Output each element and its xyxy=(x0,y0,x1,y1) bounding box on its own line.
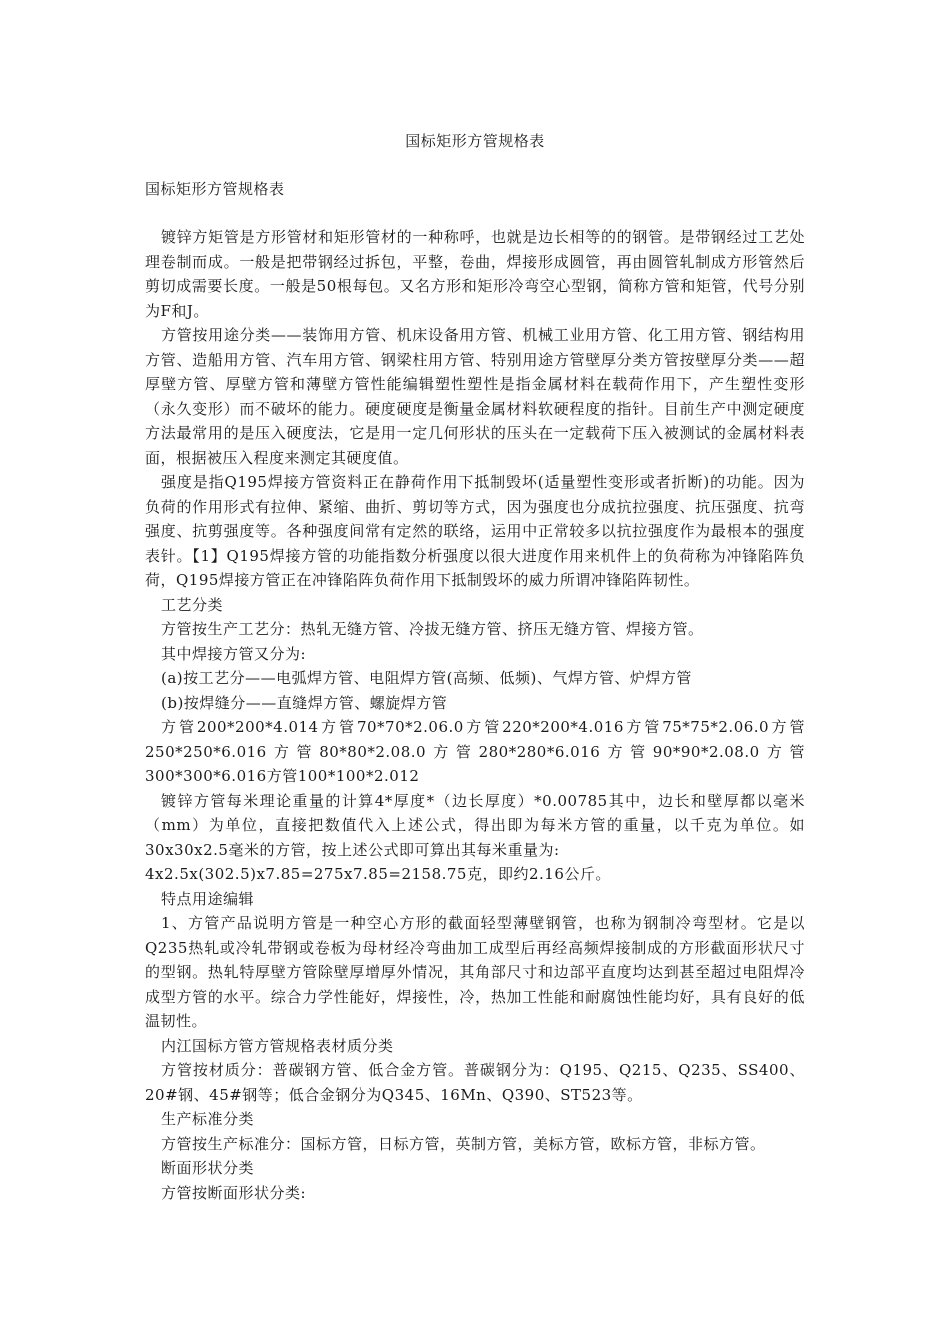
heading-section-shape: 断面形状分类 xyxy=(161,1159,255,1177)
paragraph-weight-formula: 镀锌方管每米理论重量的计算4*厚度*（边长厚度）*0.00785其中，边长和壁厚都以毫米（mm）为单位，直接把数值代入上述公式，得出即为每米方管的重量，以千克为单位。如30x30x2.5毫米的方管，按上述公式即可算出其每米重量为: xyxy=(145,791,805,859)
paragraph-product-description: 1、方管产品说明方管是一种空心方形的截面轻型薄壁钢管，也称为钢制冷弯型材。它是以Q235热轧或冷轧带钢或卷板为母材经冷弯曲加工成型后再经高频焊接制成的方形截面形状尺寸的型钢。热轧特厚壁方管除壁厚增厚外情况，其角部尺寸和边部平直度均达到甚至超过电阻焊冷成型方管的水平。综合力学性能好，焊接性，冷，热加工性能和耐腐蚀性能均好，具有良好的低温韧性。 xyxy=(145,914,805,1030)
heading-material-classification: 内江国标方管方管规格表材质分类 xyxy=(161,1036,394,1055)
document-subtitle: 国标矩形方管规格表 xyxy=(145,180,285,198)
list-item-a: (a)按工艺分——电弧焊方管、电阻焊方管(高频、低频)、气焊方管、炉焊方管 xyxy=(161,669,692,687)
paragraph-usage-classification: 方管按用途分类——装饰用方管、机床设备用方管、机械工业用方管、化工用方管、钢结构用方管、造船用方管、汽车用方管、钢梁柱用方管、特别用途方管壁厚分类方管按壁厚分类——超厚壁方管、厚壁方管和薄壁方管性能编辑塑性塑性是指金属材料在载荷作用下，产生塑性变形（永久变形）而不破坏的能力。硬度硬度是衡量金属材料软硬程度的指针。目前生产中测定硬度方法最常用的是压入硬度法，它是用一定几何形状的压头在一定载荷下压入被测试的金属材料表面，根据被压入程度来测定其硬度值。 xyxy=(145,326,805,467)
heading-standard-classification: 生产标准分类 xyxy=(161,1110,255,1128)
paragraph-intro: 镀锌方矩管是方形管材和矩形管材的一种称呼，也就是边长相等的的钢管。是带钢经过工艺处理卷制而成。一般是把带钢经过拆包，平整，卷曲，焊接形成圆管，再由圆管轧制成方形管然后剪切成需要长度。一般是50根每包。又名方形和矩形冷弯空心型钢，简称方管和矩管，代号分别为F和J。 xyxy=(145,228,805,320)
document-title: 国标矩形方管规格表 xyxy=(405,132,545,150)
paragraph-process: 方管按生产工艺分：热轧无缝方管、冷拔无缝方管、挤压无缝方管、焊接方管。 xyxy=(161,620,704,638)
paragraph-welded-intro: 其中焊接方管又分为: xyxy=(161,644,307,663)
list-item-b: (b)按焊缝分——直缝焊方管、螺旋焊方管 xyxy=(161,693,448,712)
paragraph-strength: 强度是指Q195焊接方管资料正在静荷作用下抵制毁坏(适量塑性变形或者折断)的功能。因为负荷的作用形式有拉伸、紧缩、曲折、剪切等方式，因为强度也分成抗拉强度、抗压强度、抗弯强度、抗剪强度等。各种强度间常有定然的联络，运用中正常较多以抗拉强度作为最根本的强度表针。【1】Q195焊接方管的功能指数分析强度以很大进度作用来机件上的负荷称为冲锋陷阵负荷，Q195焊接方管正在冲锋陷阵负荷作用下抵制毁坏的威力所谓冲锋陷阵韧性。 xyxy=(145,473,805,589)
paragraph-weight-example: 4x2.5x(302.5)x7.85=275x7.85=2158.75克，即约2.16公斤。 xyxy=(145,865,611,883)
heading-process-classification: 工艺分类 xyxy=(161,595,224,614)
document-body xyxy=(145,225,805,1205)
paragraph-specs: 方管200*200*4.014方管70*70*2.06.0方管220*200*4.016方管75*75*2.06.0方管250*250*6.016方管80*80*2.08.0方管280*280*6.016方管90*90*2.08.0方管300*300*6.016方管100*100*2.012 xyxy=(145,718,805,785)
paragraph-standard: 方管按生产标准分：国标方管，日标方管，英制方管，美标方管，欧标方管，非标方管。 xyxy=(161,1134,766,1153)
paragraph-section-shape: 方管按断面形状分类: xyxy=(161,1183,307,1202)
paragraph-material: 方管按材质分：普碳钢方管、低合金方管。普碳钢分为：Q195、Q215、Q235、SS400、20#钢、45#钢等；低合金钢分为Q345、16Mn、Q390、ST523等。 xyxy=(145,1061,805,1104)
heading-features: 特点用途编辑 xyxy=(161,889,255,908)
